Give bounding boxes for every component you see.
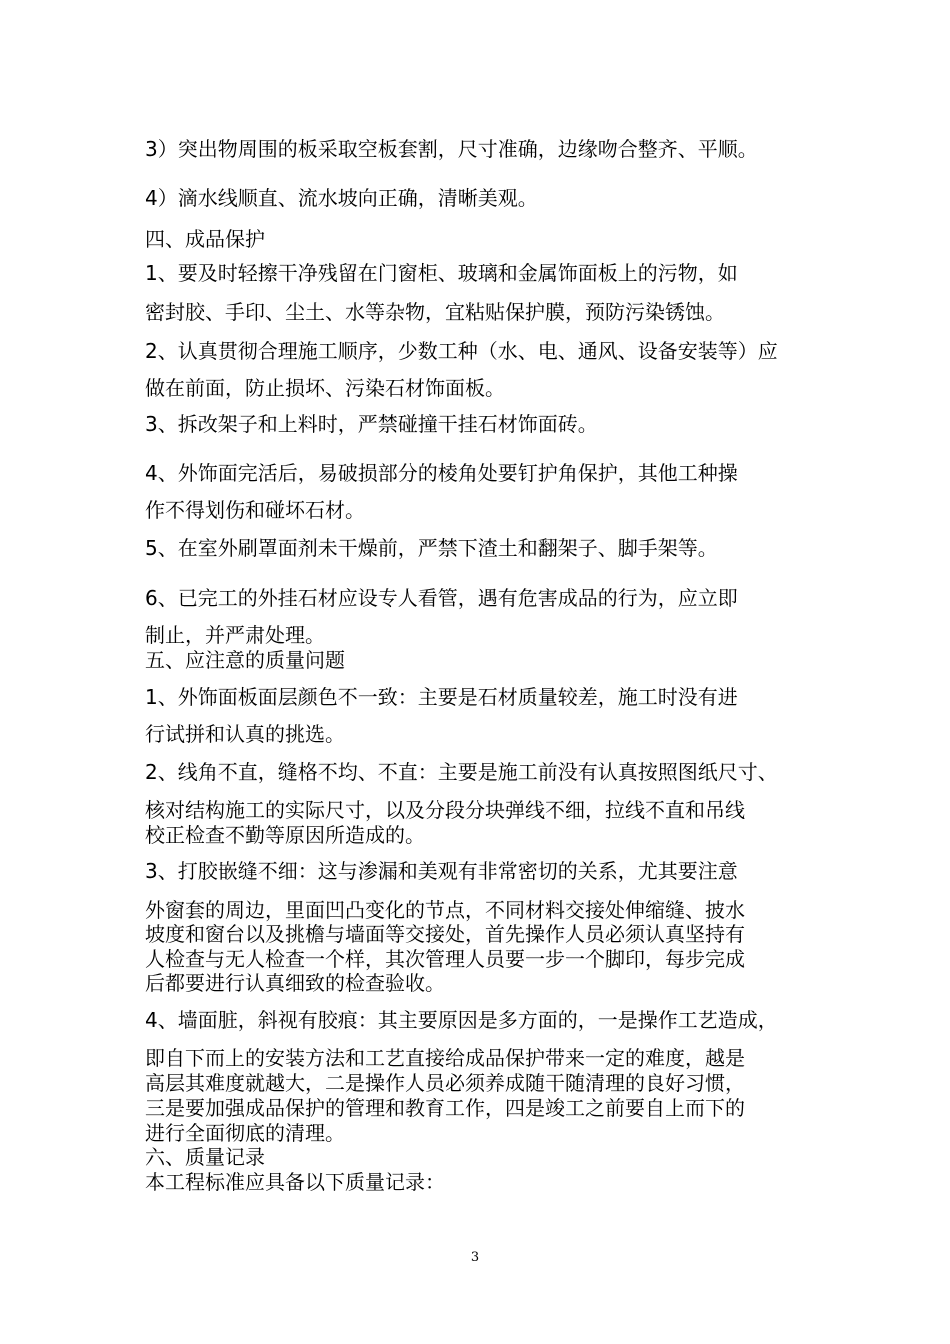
- paragraph-line: 行试拼和认真的挑选。: [145, 722, 345, 746]
- paragraph-line: 2、认真贯彻合理施工顺序，少数工种（水、电、通风、设备安装等）应: [145, 339, 778, 363]
- section-heading: 四、成品保护: [145, 227, 265, 251]
- paragraph-line: 4、外饰面完活后，易破损部分的棱角处要钉护角保护，其他工种操: [145, 461, 738, 485]
- paragraph-line: 2、线角不直，缝格不均、不直：主要是施工前没有认真按照图纸尺寸、: [145, 760, 778, 784]
- paragraph-line: 6、已完工的外挂石材应设专人看管，遇有危害成品的行为，应立即: [145, 586, 738, 610]
- page-number: 3: [470, 1250, 480, 1265]
- paragraph-line: 密封胶、手印、尘土、水等杂物，宜粘贴保护膜，预防污染锈蚀。: [145, 300, 725, 324]
- paragraph-line: 3、打胶嵌缝不细：这与渗漏和美观有非常密切的关系，尤其要注意: [145, 859, 738, 883]
- paragraph-line: 核对结构施工的实际尺寸，以及分段分块弹线不细，拉线不直和吊线: [145, 798, 745, 822]
- paragraph-line: 5、在室外刷罩面剂未干燥前，严禁下渣土和翻架子、脚手架等。: [145, 536, 718, 560]
- paragraph-line: 后都要进行认真细致的检查验收。: [145, 971, 445, 995]
- paragraph-line: 校正检查不勤等原因所造成的。: [145, 823, 425, 847]
- paragraph-line: 3、拆改架子和上料时，严禁碰撞干挂石材饰面砖。: [145, 412, 598, 436]
- section-heading: 五、应注意的质量问题: [145, 648, 345, 672]
- paragraph-line: 即自下而上的安装方法和工艺直接给成品保护带来一定的难度，越是: [145, 1046, 745, 1070]
- paragraph-line: 外窗套的周边，里面凹凸变化的节点，不同材料交接处伸缩缝、披水: [145, 898, 745, 922]
- paragraph-line: 三是要加强成品保护的管理和教育工作，四是竣工之前要自上而下的: [145, 1096, 745, 1120]
- paragraph-line: 1、外饰面板面层颜色不一致：主要是石材质量较差，施工时没有进: [145, 685, 738, 709]
- paragraph-line: 高层其难度就越大，二是操作人员必须养成随干随清理的良好习惯，: [145, 1071, 745, 1095]
- paragraph-line: 4）滴水线顺直、流水坡向正确，清晰美观。: [145, 186, 538, 210]
- paragraph-line: 制止，并严肃处理。: [145, 623, 325, 647]
- paragraph-line: 坡度和窗台以及挑檐与墙面等交接处，首先操作人员必须认真坚持有: [145, 922, 745, 946]
- paragraph-line: 人检查与无人检查一个样，其次管理人员要一步一个脚印，每步完成: [145, 947, 745, 971]
- paragraph-line: 进行全面彻底的清理。: [145, 1121, 345, 1145]
- paragraph-line: 本工程标准应具备以下质量记录：: [145, 1170, 445, 1194]
- paragraph-line: 3）突出物周围的板采取空板套割，尺寸准确，边缘吻合整齐、平顺。: [145, 137, 758, 161]
- paragraph-line: 做在前面，防止损坏、污染石材饰面板。: [145, 376, 505, 400]
- paragraph-line: 4、墙面脏，斜视有胶痕：其主要原因是多方面的，一是操作工艺造成，: [145, 1008, 778, 1032]
- section-heading: 六、质量记录: [145, 1145, 265, 1169]
- paragraph-line: 作不得划伤和碰坏石材。: [145, 498, 365, 522]
- paragraph-line: 1、要及时轻擦干净残留在门窗柜、玻璃和金属饰面板上的污物，如: [145, 261, 738, 285]
